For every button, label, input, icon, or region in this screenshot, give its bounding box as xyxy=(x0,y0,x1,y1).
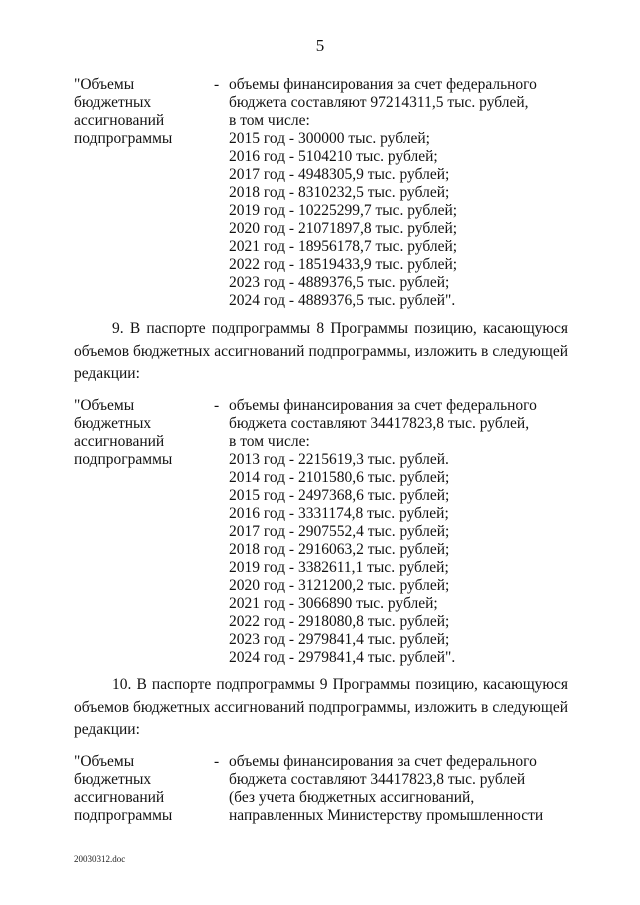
value-line: 2020 год - 21071897,8 тыс. рублей; xyxy=(229,220,458,237)
label-line: подпрограммы xyxy=(74,451,173,468)
block-dash: - xyxy=(214,397,220,414)
block-dash: - xyxy=(214,753,220,770)
block-dash: - xyxy=(214,76,220,93)
value-line: 2017 год - 4948305,9 тыс. рублей; xyxy=(229,166,450,183)
value-line: в том числе: xyxy=(229,433,310,450)
value-line: 2024 год - 4889376,5 тыс. рублей". xyxy=(229,292,456,309)
label-line: подпрограммы xyxy=(74,130,173,147)
file-name-footer: 20030312.doc xyxy=(74,854,126,864)
block-label xyxy=(74,397,214,469)
value-line: в том числе: xyxy=(229,112,310,129)
label-line: подпрограммы xyxy=(74,807,173,824)
page-number: 5 xyxy=(315,36,325,55)
value-line: объемы финансирования за счет федерального xyxy=(229,753,537,770)
label-line: бюджетных xyxy=(74,94,152,111)
value-line: 2023 год - 2979841,4 тыс. рублей; xyxy=(229,631,450,648)
value-line: 2015 год - 300000 тыс. рублей; xyxy=(229,130,430,147)
label-line: "Объемы xyxy=(74,397,135,414)
value-line: 2022 год - 18519433,9 тыс. рублей; xyxy=(229,256,458,273)
value-line: 2019 год - 10225299,7 тыс. рублей; xyxy=(229,202,458,219)
value-line: 2017 год - 2907552,4 тыс. рублей; xyxy=(229,523,450,540)
value-line: 2014 год - 2101580,6 тыс. рублей; xyxy=(229,469,450,486)
value-line: 2015 год - 2497368,6 тыс. рублей; xyxy=(229,487,450,504)
value-line: объемы финансирования за счет федерального xyxy=(229,397,537,414)
block-label xyxy=(74,753,214,825)
value-line: 2018 год - 8310232,5 тыс. рублей; xyxy=(229,184,450,201)
block-label xyxy=(74,76,214,148)
value-line: объемы финансирования за счет федерального xyxy=(229,76,537,93)
label-line: бюджетных xyxy=(74,415,152,432)
paragraph-10: 10. В паспорте подпрограммы 9 Программы позицию, касающуюся объемов бюджетных ассигнований подпрограммы, изложить в следующей редакции: xyxy=(74,676,568,738)
paragraph-9: 9. В паспорте подпрограммы 8 Программы позицию, касающуюся объемов бюджетных ассигнований подпрограммы, изложить в следующей редакции: xyxy=(74,320,568,382)
label-line: ассигнований xyxy=(74,112,165,129)
value-line: 2016 год - 5104210 тыс. рублей; xyxy=(229,148,438,165)
label-line: "Объемы xyxy=(74,76,135,93)
value-line: 2013 год - 2215619,3 тыс. рублей. xyxy=(229,451,449,468)
value-line: 2023 год - 4889376,5 тыс. рублей; xyxy=(229,274,450,291)
value-line: бюджета составляют 97214311,5 тыс. рублей, xyxy=(229,94,529,111)
block-value xyxy=(229,753,574,825)
label-line: бюджетных xyxy=(74,771,152,788)
value-line: 2018 год - 2916063,2 тыс. рублей; xyxy=(229,541,450,558)
block-value xyxy=(229,76,574,310)
value-line: бюджета составляют 34417823,8 тыс. рублей xyxy=(229,771,526,788)
label-line: "Объемы xyxy=(74,753,135,770)
value-line: 2021 год - 18956178,7 тыс. рублей; xyxy=(229,238,458,255)
value-line: 2019 год - 3382611,1 тыс. рублей; xyxy=(229,559,449,576)
label-line: ассигнований xyxy=(74,789,165,806)
value-line: 2022 год - 2918080,8 тыс. рублей; xyxy=(229,613,450,630)
value-line: 2024 год - 2979841,4 тыс. рублей". xyxy=(229,649,456,666)
value-line: 2021 год - 3066890 тыс. рублей; xyxy=(229,595,438,612)
value-line: 2020 год - 3121200,2 тыс. рублей; xyxy=(229,577,450,594)
label-line: ассигнований xyxy=(74,433,165,450)
value-line: (без учета бюджетных ассигнований, xyxy=(229,789,475,806)
value-line: бюджета составляют 34417823,8 тыс. рублей, xyxy=(229,415,530,432)
value-line: 2016 год - 3331174,8 тыс. рублей; xyxy=(229,505,449,522)
block-value xyxy=(229,397,574,667)
value-line: направленных Министерству промышленности xyxy=(229,807,544,824)
